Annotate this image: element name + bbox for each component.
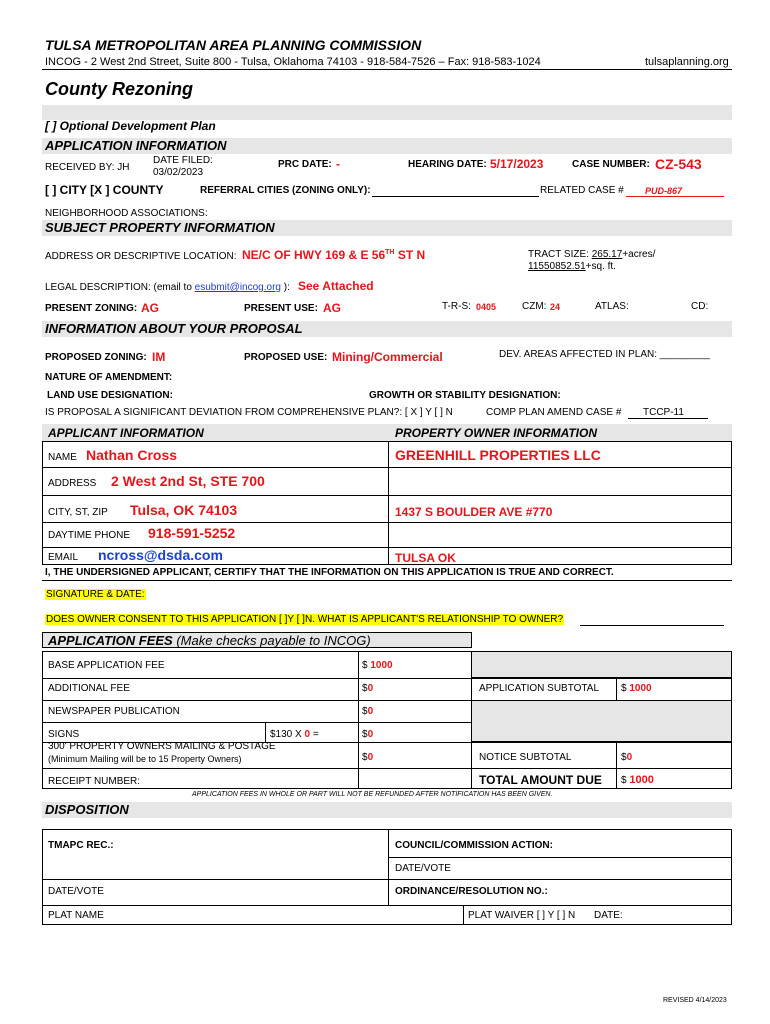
applicant-address-value: 2 West 2nd St, STE 700 — [111, 473, 265, 489]
mailing-amount — [362, 752, 373, 763]
revised-date: REVISED 4/14/2023 — [663, 997, 727, 1004]
applicant-email-value[interactable]: ncross@dsda.com — [98, 547, 223, 563]
prc-date-value: - — [336, 157, 340, 171]
tract-sqft-unit: +sq. ft. — [585, 261, 616, 272]
currency-symbol: $ — [362, 660, 368, 671]
tract-size-row1 — [528, 249, 655, 260]
table-rule — [42, 467, 732, 468]
proposed-zoning-value: IM — [152, 350, 166, 364]
received-by: RECEIVED BY: JH — [45, 162, 130, 173]
applicant-name-label: NAME — [48, 452, 77, 463]
signs-label: SIGNS — [48, 729, 80, 740]
owner-consent-question: DOES OWNER CONSENT TO THIS APPLICATION [ ]Y [ ]N. WHAT IS APPLICANT'S RELATIONSHIP TO OWNER? — [46, 614, 564, 625]
council-action-label: COUNCIL/COMMISSION ACTION: — [395, 840, 553, 851]
applicant-name-value: Nathan Cross — [86, 447, 178, 463]
section-heading: INFORMATION ABOUT YOUR PROPOSAL — [45, 321, 303, 336]
date-filed-label: DATE FILED: — [153, 155, 213, 166]
comp-plan-amend-label: COMP PLAN AMEND CASE # — [486, 407, 622, 418]
signs-amount — [362, 729, 373, 740]
signs-calc — [270, 729, 319, 740]
signs-value: 0 — [367, 729, 374, 740]
proposed-zoning-label: PROPOSED ZONING: — [45, 352, 147, 363]
legal-description-label: LEGAL DESCRIPTION: (email to — [45, 282, 192, 293]
base-fee-amount — [362, 660, 393, 671]
hearing-date-value: 5/17/2023 — [490, 157, 544, 171]
base-fee-label: BASE APPLICATION FEE — [48, 660, 165, 671]
legal-description-value: See Attached — [298, 279, 374, 293]
legal-description-row — [45, 282, 290, 293]
disposition-divider — [388, 829, 389, 905]
signs-calc-b: = — [312, 729, 319, 740]
table-rule — [42, 495, 732, 496]
trs-label: T-R-S: — [442, 301, 471, 312]
currency-symbol: $ — [362, 683, 368, 694]
czm-label: CZM: — [522, 301, 547, 312]
disposition-rule — [42, 905, 732, 906]
czm-value: 24 — [550, 302, 561, 312]
total-amount — [621, 774, 654, 786]
receipt-number-label: RECEIPT NUMBER: — [48, 776, 141, 787]
cd-label: CD: — [691, 301, 709, 312]
application-subtotal-amount — [621, 683, 652, 694]
plat-name-label: PLAT NAME — [48, 910, 104, 921]
section-heading: DISPOSITION — [45, 802, 129, 817]
notice-subtotal-amount — [621, 752, 632, 763]
address-value-a: NE/C OF HWY 169 & E 56 — [242, 248, 386, 262]
fees-col-divider — [616, 742, 617, 789]
case-number-label: CASE NUMBER: — [572, 159, 650, 170]
base-fee-value: 1000 — [370, 660, 393, 671]
optional-plan: [ ] Optional Development Plan — [45, 119, 216, 133]
fees-col-divider — [265, 722, 266, 742]
deviation-question: IS PROPOSAL A SIGNIFICANT DEVIATION FROM COMPREHENSIVE PLAN?: [ X ] Y [ ] N — [45, 407, 453, 418]
address-location-label: ADDRESS OR DESCRIPTIVE LOCATION: — [45, 251, 237, 262]
application-subtotal-value: 1000 — [629, 683, 652, 694]
applicant-city-label: CITY, ST, ZIP — [48, 507, 108, 518]
signs-count: 0 — [304, 729, 311, 740]
tract-acres: 265.17 — [591, 249, 623, 260]
section-subject-property — [42, 220, 732, 236]
table-rule — [42, 441, 732, 442]
applicant-phone-label: DAYTIME PHONE — [48, 530, 131, 541]
related-case-line — [626, 196, 724, 197]
header-rule — [42, 69, 732, 70]
newspaper-amount — [362, 706, 373, 717]
applicant-heading: APPLICANT INFORMATION — [48, 426, 204, 440]
nature-of-amendment: NATURE OF AMENDMENT: — [45, 372, 173, 383]
org-address: INCOG - 2 West 2nd Street, Suite 800 - Tulsa, Oklahoma 74103 - 918-584-7526 – Fax: 918-583-1024 — [45, 56, 541, 68]
notice-subtotal-label: NOTICE SUBTOTAL — [479, 752, 572, 763]
currency-symbol: $ — [621, 752, 627, 763]
page-title: County Rezoning — [45, 79, 193, 99]
fees-rule — [42, 700, 732, 701]
application-subtotal-label: APPLICATION SUBTOTAL — [479, 683, 600, 694]
disposition-rule — [388, 857, 732, 858]
fees-heading: APPLICATION FEES — [48, 633, 173, 648]
land-use-designation: LAND USE DESIGNATION: — [47, 390, 173, 401]
owner-city-value: TULSA OK — [395, 551, 456, 565]
disposition-rule — [42, 879, 732, 880]
address-value-b: ST N — [397, 248, 426, 262]
address-location-value — [242, 248, 425, 262]
legal-close: ): — [283, 282, 290, 293]
currency-symbol: $ — [362, 729, 368, 740]
referral-cities-line — [372, 196, 539, 197]
currency-symbol: $ — [621, 683, 627, 694]
fees-gray-cell — [471, 700, 732, 742]
org-title: TULSA METROPOLITAN AREA PLANNING COMMISSION — [45, 37, 422, 53]
relationship-line[interactable] — [580, 625, 724, 626]
owner-address-value: 1437 S BOULDER AVE #770 — [395, 505, 553, 519]
additional-fee-value: 0 — [367, 683, 374, 694]
additional-fee-amount — [362, 683, 373, 694]
hearing-date-label: HEARING DATE: — [408, 159, 487, 170]
newspaper-label: NEWSPAPER PUBLICATION — [48, 706, 180, 717]
owner-heading: PROPERTY OWNER INFORMATION — [395, 426, 598, 440]
section-application-information — [42, 138, 732, 154]
fees-gray-cell — [471, 651, 732, 678]
certify-statement: I, THE UNDERSIGNED APPLICANT, CERTIFY THAT THE INFORMATION ON THIS APPLICATION IS TRUE AND CORRECT. — [45, 567, 614, 578]
address-superscript: TH — [385, 249, 395, 256]
total-amount-label: TOTAL AMOUNT DUE — [479, 773, 602, 787]
ordinance-label: ORDINANCE/RESOLUTION NO.: — [395, 886, 548, 897]
date-vote-right-label: DATE/VOTE — [395, 863, 451, 874]
date-filed-value: 03/02/2023 — [153, 167, 204, 178]
trs-value: 0405 — [476, 302, 497, 312]
title-band — [42, 105, 732, 120]
mailing-label-1: 300' PROPERTY OWNERS MAILING & POSTAGE — [48, 741, 276, 752]
tract-size-row2 — [528, 261, 616, 272]
table-rule — [42, 522, 732, 523]
disposition-divider — [463, 905, 464, 925]
signs-calc-a: $130 X — [270, 729, 302, 740]
section-proposal — [42, 321, 732, 337]
atlas-label: ATLAS: — [595, 301, 629, 312]
applicant-city-value: Tulsa, OK 74103 — [130, 502, 238, 518]
related-case-label: RELATED CASE # — [540, 185, 624, 196]
case-number-value: CZ-543 — [655, 156, 702, 172]
currency-symbol: $ — [362, 706, 368, 717]
prc-date-label: PRC DATE: — [278, 159, 332, 170]
dev-areas-affected: DEV. AREAS AFFECTED IN PLAN: _________ — [499, 349, 710, 360]
present-zoning-value: AG — [141, 301, 159, 315]
total-amount-value: 1000 — [629, 774, 654, 786]
comp-plan-amend-value: TCCP-11 — [643, 407, 684, 418]
signature-date-field[interactable]: SIGNATURE & DATE: — [46, 589, 145, 600]
section-disposition — [42, 802, 732, 818]
proposed-use-value: Mining/Commercial — [332, 350, 443, 364]
referral-cities-label: REFERRAL CITIES (ZONING ONLY): — [200, 185, 371, 196]
present-use-value: AG — [323, 301, 341, 315]
currency-symbol: $ — [362, 752, 368, 763]
growth-stability-designation: GROWTH OR STABILITY DESIGNATION: — [369, 390, 561, 401]
present-use-label: PRESENT USE: — [244, 303, 318, 314]
applicant-email-label: EMAIL — [48, 552, 79, 563]
refund-note: APPLICATION FEES IN WHOLE OR PART WILL NOT BE REFUNDED AFTER NOTIFICATION HAS BEEN GIVEN. — [192, 791, 553, 798]
present-zoning-label: PRESENT ZONING: — [45, 303, 138, 314]
city-county-selection: [ ] CITY [X ] COUNTY — [45, 183, 164, 197]
section-heading: APPLICATION INFORMATION — [45, 138, 227, 153]
certify-rule — [42, 580, 732, 581]
notice-subtotal-value: 0 — [626, 752, 633, 763]
plat-date-label: DATE: — [594, 910, 623, 921]
comp-plan-line — [628, 418, 708, 419]
plat-waiver-label: PLAT WAIVER [ ] Y [ ] N — [468, 910, 576, 921]
neighborhood-associations: NEIGHBORHOOD ASSOCIATIONS: — [45, 208, 208, 219]
date-vote-left-label: DATE/VOTE — [48, 886, 104, 897]
currency-symbol: $ — [621, 775, 627, 786]
disposition-table — [42, 829, 732, 925]
tract-size-label: TRACT SIZE: — [528, 249, 589, 260]
mailing-value: 0 — [367, 752, 374, 763]
additional-fee-label: ADDITIONAL FEE — [48, 683, 130, 694]
applicant-address-label: ADDRESS — [48, 478, 97, 489]
mailing-label-2: (Minimum Mailing will be to 15 Property Owners) — [48, 754, 242, 764]
fees-rule — [42, 678, 732, 679]
tract-acres-unit: +acres/ — [622, 249, 656, 260]
website: tulsaplanning.org — [645, 56, 729, 68]
legal-email-link[interactable]: esubmit@incog.org — [194, 282, 281, 293]
fees-rule — [42, 722, 472, 723]
section-heading: SUBJECT PROPERTY INFORMATION — [45, 220, 275, 235]
fees-rule — [42, 768, 732, 769]
tract-sqft: 11550852.51 — [528, 261, 586, 272]
section-application-fees — [42, 632, 472, 648]
proposed-use-label: PROPOSED USE: — [244, 352, 328, 363]
applicant-phone-value: 918-591-5252 — [148, 525, 236, 541]
newspaper-value: 0 — [367, 706, 374, 717]
related-case-value: PUD-867 — [645, 186, 683, 196]
fees-heading-note: (Make checks payable to INCOG) — [176, 633, 371, 648]
fees-col-divider — [616, 678, 617, 700]
owner-name-value: GREENHILL PROPERTIES LLC — [395, 447, 601, 463]
tmapc-rec-label: TMAPC REC.: — [48, 840, 114, 851]
